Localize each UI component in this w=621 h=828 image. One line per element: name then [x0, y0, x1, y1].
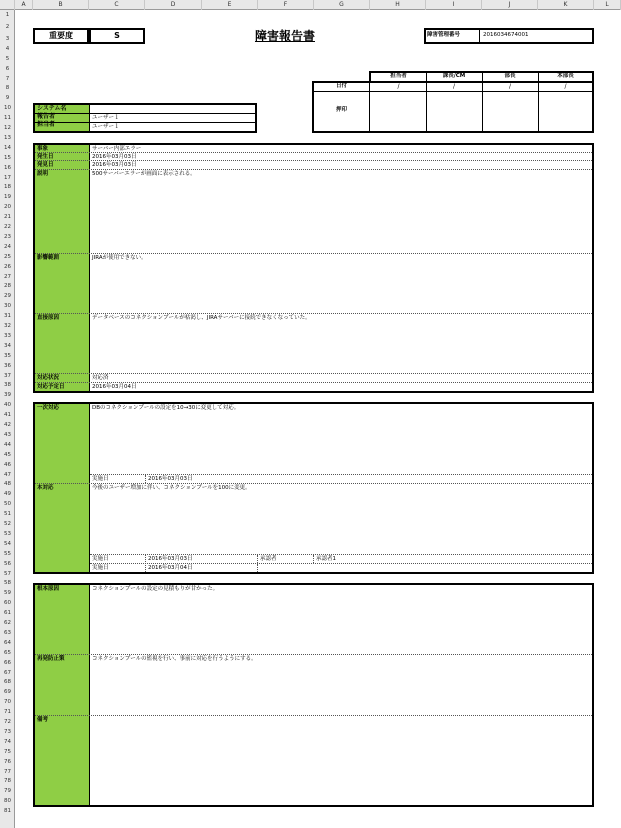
importance-label: 重要度 — [33, 28, 89, 44]
row-header[interactable]: 35 — [4, 352, 11, 359]
row-header[interactable]: 51 — [4, 511, 11, 518]
row-header[interactable]: 79 — [4, 788, 11, 795]
row-header[interactable]: 74 — [4, 738, 11, 745]
column-header[interactable]: J — [482, 0, 538, 10]
mgmt-number-label: 障害管理番号 — [427, 32, 461, 38]
row-header[interactable]: 30 — [4, 303, 11, 310]
row-header[interactable]: 4 — [5, 45, 10, 52]
worksheet — [15, 10, 621, 828]
row-header[interactable]: 5 — [5, 55, 10, 62]
row-header[interactable]: 42 — [4, 422, 11, 428]
row-header[interactable]: 3 — [5, 35, 10, 42]
column-header[interactable]: F — [258, 0, 314, 10]
row-header[interactable]: 10 — [4, 105, 11, 112]
row-header[interactable]: 22 — [4, 224, 11, 230]
row-header[interactable]: 55 — [4, 550, 11, 557]
found-date-label: 発見日 — [37, 162, 54, 168]
row-header[interactable]: 19 — [4, 194, 11, 201]
column-header[interactable]: B — [33, 0, 89, 10]
approval-date[interactable]: / — [508, 83, 512, 90]
row-header[interactable]: 73 — [4, 728, 11, 735]
divider — [35, 152, 592, 153]
reporter-label: 報告者 — [37, 113, 56, 120]
row-header[interactable]: 20 — [4, 204, 11, 211]
analysis-section — [33, 583, 594, 807]
system-name-label: システム名 — [37, 105, 67, 112]
divider — [35, 160, 592, 161]
row-header[interactable]: 62 — [4, 620, 11, 626]
event-value[interactable]: サーバー内部エラー — [92, 146, 142, 152]
row-header[interactable]: 81 — [4, 808, 11, 815]
row-header[interactable]: 8 — [5, 85, 10, 92]
row-header[interactable]: 47 — [4, 471, 11, 478]
select-all-corner[interactable] — [0, 0, 15, 10]
mgmt-number-value[interactable]: 2016034674001 — [483, 32, 529, 38]
divider — [538, 71, 539, 133]
row-header[interactable]: 1 — [5, 12, 10, 18]
impact-label: 影響範囲 — [37, 255, 60, 261]
row-header[interactable]: 29 — [4, 293, 11, 300]
approver-value[interactable]: 承認者1 — [316, 556, 336, 562]
row-header[interactable]: 70 — [4, 699, 11, 706]
assignee-value[interactable]: ユーザー１ — [92, 124, 120, 130]
final-response-value[interactable]: 今後のユーザー増加に伴い、コネクションプールを100に変更。 — [92, 485, 251, 491]
row-header[interactable]: 18 — [4, 184, 11, 191]
system-info-labels — [35, 105, 90, 131]
column-header[interactable]: H — [370, 0, 426, 10]
row-header[interactable]: 45 — [4, 451, 11, 458]
row-header[interactable]: 65 — [4, 649, 11, 656]
row-header[interactable]: 28 — [4, 283, 11, 290]
approval-header: 課長/CM — [442, 73, 466, 79]
divider — [312, 91, 594, 92]
column-header[interactable]: E — [202, 0, 258, 10]
status-label: 対応状況 — [37, 375, 60, 381]
row-header[interactable]: 25 — [4, 253, 11, 260]
row-header[interactable]: 53 — [4, 530, 11, 537]
row-header[interactable]: 61 — [4, 610, 11, 617]
row-header[interactable]: 59 — [4, 590, 11, 597]
cause-label: 直接原因 — [37, 315, 60, 321]
cause-value[interactable]: データベースのコネクションプールが枯渇し、JIRAサーバーに接続できなくなっていた。 — [92, 315, 311, 321]
first-response-label: 一次対応 — [37, 405, 60, 411]
row-header[interactable]: 32 — [4, 323, 11, 329]
root-cause-label: 根本原因 — [37, 586, 60, 592]
row-header[interactable]: 31 — [4, 313, 11, 320]
row-header[interactable]: 66 — [4, 659, 11, 666]
column-header[interactable]: G — [314, 0, 370, 10]
date-label: 日付 — [335, 83, 347, 89]
row-header[interactable]: 48 — [4, 481, 11, 488]
row-header[interactable]: 27 — [4, 273, 11, 280]
plan-date-label: 対応予定日 — [37, 384, 65, 390]
row-header[interactable]: 57 — [4, 570, 11, 577]
status-value[interactable]: 対応済 — [92, 375, 109, 381]
reporter-value[interactable]: ユーザー１ — [92, 115, 120, 121]
column-header[interactable]: I — [426, 0, 482, 10]
row-header[interactable]: 2 — [5, 23, 10, 30]
divider — [35, 122, 255, 123]
divider — [426, 71, 427, 133]
incident-section — [33, 143, 594, 393]
final-impl-value[interactable]: 2016年03月04日 — [148, 565, 193, 571]
row-header[interactable]: 24 — [4, 243, 11, 250]
approval-header: 部長 — [504, 73, 516, 79]
row-header[interactable]: 44 — [4, 441, 11, 448]
occur-date-label: 発生日 — [37, 154, 54, 160]
row-header[interactable]: 60 — [4, 600, 11, 607]
plan-date-value[interactable]: 2016年03月04日 — [92, 384, 137, 390]
seal-label: 押印 — [335, 107, 347, 113]
column-header[interactable]: L — [594, 0, 621, 10]
column-header[interactable]: A — [15, 0, 33, 10]
column-header-bar — [0, 0, 621, 10]
impact-value[interactable]: JIRAが使用できない。 — [92, 255, 147, 261]
approval-date[interactable]: / — [452, 83, 456, 90]
row-header[interactable]: 43 — [4, 431, 11, 438]
row-header[interactable]: 6 — [5, 65, 10, 72]
row-header[interactable]: 72 — [4, 719, 11, 725]
event-label: 事象 — [37, 146, 49, 152]
page-title: 障害報告書 — [254, 29, 315, 43]
occur-date-value[interactable]: 2016年03月03日 — [92, 154, 137, 160]
column-header[interactable]: K — [538, 0, 594, 10]
divider — [482, 71, 483, 133]
row-header[interactable]: 39 — [4, 392, 11, 399]
row-header[interactable]: 67 — [4, 669, 11, 676]
row-header[interactable]: 80 — [4, 798, 11, 805]
row-header[interactable]: 68 — [4, 679, 11, 686]
row-header[interactable]: 71 — [4, 709, 11, 716]
row-header[interactable]: 38 — [4, 382, 11, 389]
row-header[interactable]: 12 — [4, 125, 11, 131]
row-header[interactable]: 26 — [4, 263, 11, 270]
row-header[interactable]: 14 — [4, 144, 11, 151]
row-header[interactable]: 54 — [4, 540, 11, 547]
row-header[interactable]: 15 — [4, 154, 11, 161]
final-done-label: 実施日 — [92, 556, 109, 562]
row-header[interactable]: 75 — [4, 748, 11, 755]
row-header[interactable]: 13 — [4, 134, 11, 141]
analysis-label-column — [35, 585, 90, 805]
divider — [35, 382, 592, 383]
first-done-value[interactable]: 2016年03月03日 — [148, 476, 193, 482]
divider — [35, 253, 592, 254]
prevention-value[interactable]: コネクションプールの監視を行い、事前に対応を行うようにする。 — [92, 656, 257, 662]
row-header[interactable]: 37 — [4, 372, 11, 379]
importance-value[interactable]: S — [89, 28, 145, 44]
row-header[interactable]: 64 — [4, 639, 11, 646]
row-header[interactable]: 17 — [4, 174, 11, 181]
row-header[interactable]: 50 — [4, 501, 11, 508]
row-header[interactable]: 16 — [4, 164, 11, 171]
divider — [35, 654, 592, 655]
final-impl-label: 実施日 — [92, 565, 109, 571]
assignee-label: 担当者 — [37, 121, 56, 128]
divider — [35, 715, 592, 716]
divider — [257, 564, 258, 572]
root-cause-value[interactable]: コネクションプールの設定の見積もりが甘かった。 — [92, 586, 219, 592]
row-header[interactable]: 41 — [4, 412, 11, 419]
found-date-value[interactable]: 2016年03月03日 — [92, 162, 137, 168]
prevention-label: 再発防止策 — [37, 656, 65, 662]
divider — [479, 30, 480, 42]
row-header[interactable]: 77 — [4, 768, 11, 775]
row-header[interactable]: 46 — [4, 461, 11, 468]
desc-value[interactable]: 500サーバーエラーが画面に表示される。 — [92, 171, 196, 177]
approval-date[interactable]: / — [397, 83, 400, 90]
row-header[interactable]: 11 — [4, 115, 11, 122]
row-header[interactable]: 40 — [4, 402, 11, 409]
row-header[interactable]: 52 — [4, 521, 11, 527]
column-header[interactable]: D — [145, 0, 202, 10]
divider — [369, 81, 370, 133]
approval-date[interactable]: / — [564, 83, 567, 90]
row-header[interactable]: 33 — [4, 332, 11, 339]
incident-label-column — [35, 145, 90, 391]
row-header[interactable]: 76 — [4, 758, 11, 765]
row-header[interactable]: 69 — [4, 689, 11, 696]
divider — [35, 169, 592, 170]
row-header[interactable]: 56 — [4, 560, 11, 567]
row-header[interactable]: 78 — [4, 778, 11, 785]
row-header[interactable]: 34 — [4, 342, 11, 349]
divider — [35, 373, 592, 374]
divider — [35, 113, 255, 114]
divider — [35, 313, 592, 314]
note-label: 備考 — [37, 717, 49, 723]
approver-label: 承認者 — [260, 556, 277, 562]
first-response-value[interactable]: DBのコネクションプールの設定を10→30に変更して対応。 — [92, 405, 240, 411]
row-header[interactable]: 49 — [4, 491, 11, 498]
row-header[interactable]: 9 — [5, 95, 10, 102]
row-header[interactable]: 36 — [4, 362, 11, 369]
approval-header: 担当者 — [390, 73, 407, 79]
row-header[interactable]: 21 — [4, 214, 11, 221]
final-response-label: 本対応 — [37, 485, 54, 491]
row-header[interactable]: 7 — [5, 75, 10, 82]
row-header[interactable]: 23 — [4, 233, 11, 240]
row-header-bar — [0, 10, 15, 828]
desc-label: 説明 — [37, 171, 49, 177]
row-header[interactable]: 58 — [4, 580, 11, 587]
column-header[interactable]: C — [89, 0, 145, 10]
final-done-value[interactable]: 2016年03月03日 — [148, 556, 193, 562]
first-done-label: 実施日 — [92, 476, 109, 482]
approval-header: 本部長 — [557, 73, 574, 79]
row-header[interactable]: 63 — [4, 629, 11, 636]
